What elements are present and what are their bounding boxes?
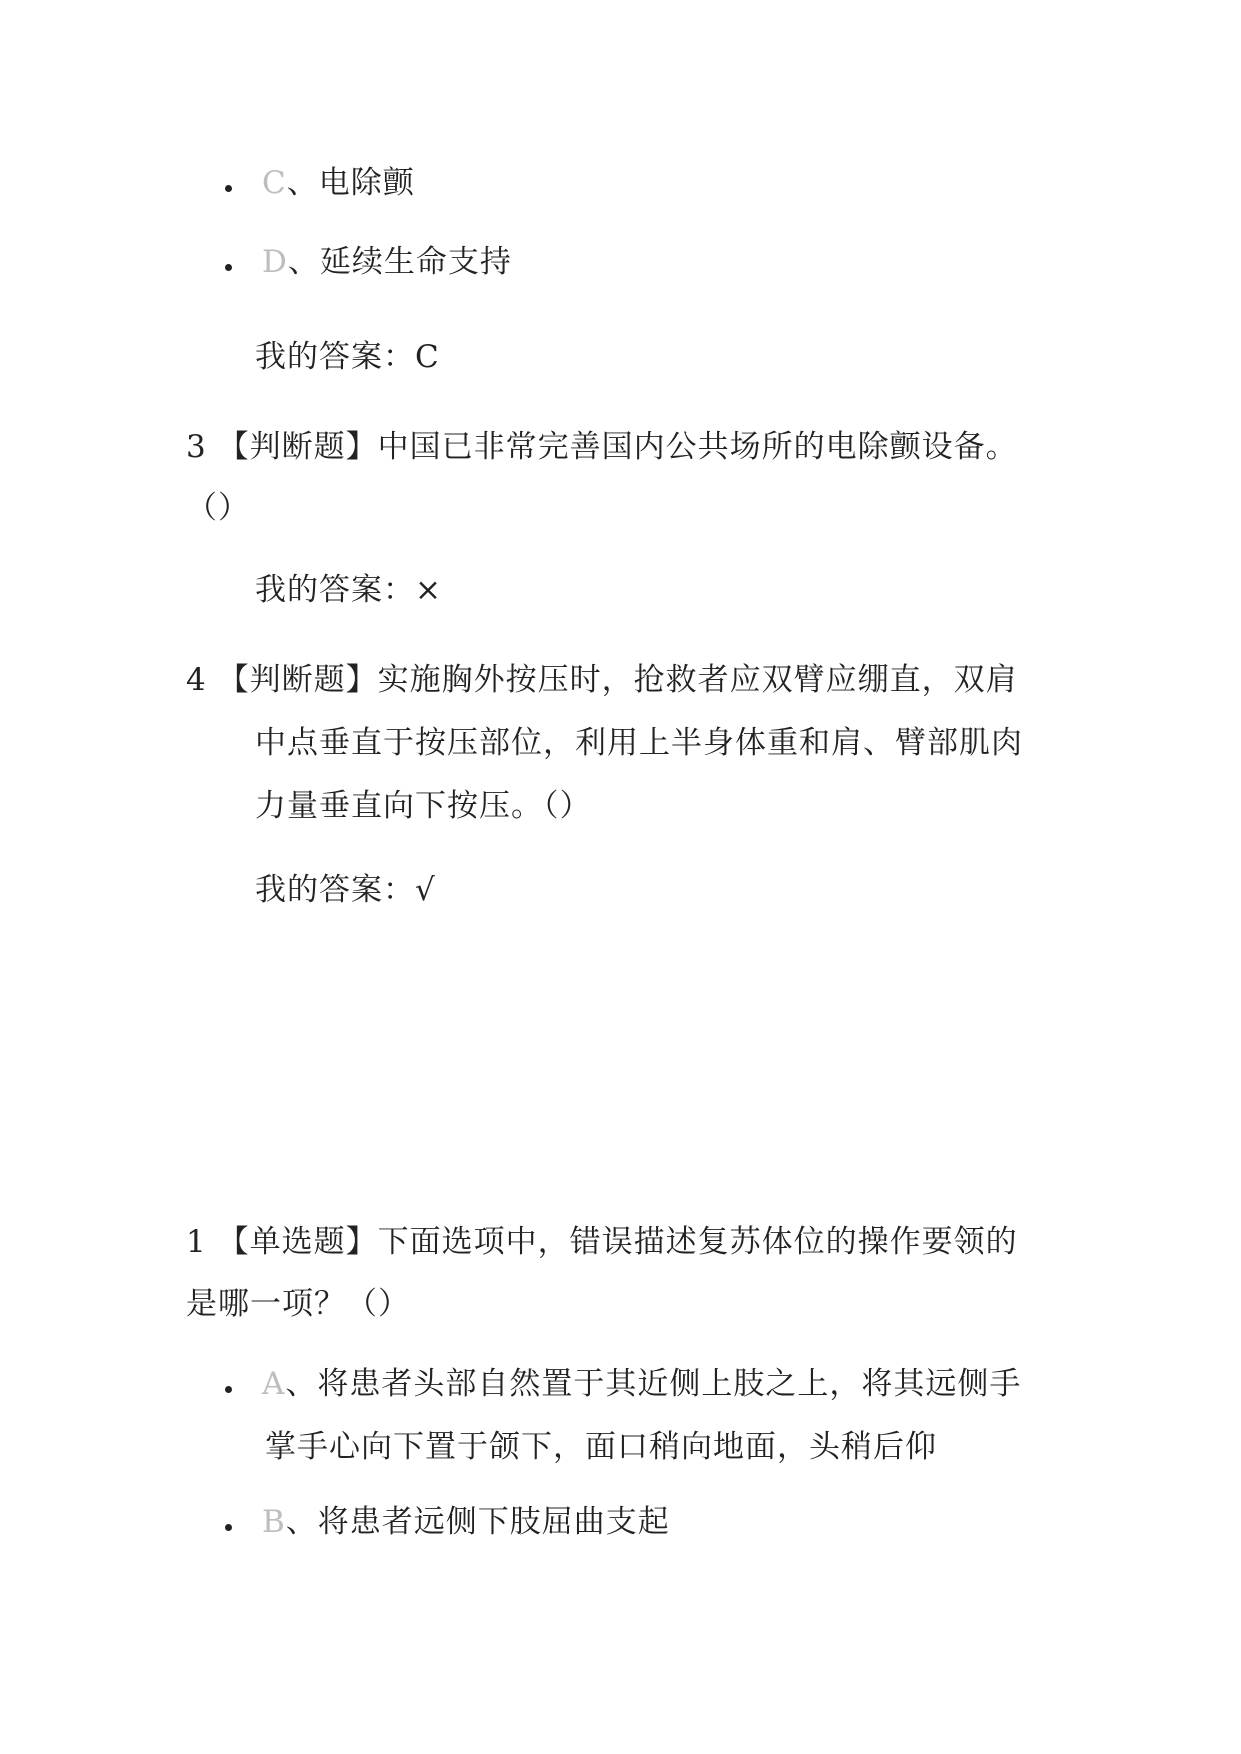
option-a-cont: 掌手心向下置于颌下，面口稍向地面，头稍后仰 xyxy=(265,1429,937,1465)
option-text: 电除颤 xyxy=(318,165,415,201)
question-3-text-cont: （） xyxy=(186,490,250,526)
question-4-text-cont: 中点垂直于按压部位，利用上半身体重和肩、臂部肌肉 xyxy=(255,725,1023,761)
question-1-text-cont: 是哪一项？（） xyxy=(186,1286,410,1322)
bullet-icon xyxy=(225,1524,232,1531)
question-1-text: 1 【单选题】下面选项中，错误描述复苏体位的操作要领的 xyxy=(186,1224,1018,1260)
option-text: 将患者远侧下肢屈曲支起 xyxy=(317,1504,670,1540)
bullet-icon xyxy=(225,264,232,271)
my-answer: 我的答案：√ xyxy=(255,872,436,908)
question-4-text-cont: 力量垂直向下按压。（） xyxy=(255,788,592,824)
option-letter: C xyxy=(262,165,287,201)
question-3-text: 3 【判断题】中国已非常完善国内公共场所的电除颤设备。 xyxy=(186,429,1018,465)
option-text: 延续生命支持 xyxy=(319,244,512,280)
option-c xyxy=(262,163,415,203)
option-letter: B xyxy=(262,1504,286,1540)
option-b xyxy=(262,1502,670,1542)
my-answer: 我的答案：C xyxy=(255,339,440,375)
option-separator: 、 xyxy=(285,1366,318,1402)
option-separator: 、 xyxy=(286,165,319,201)
option-letter: A xyxy=(262,1366,286,1402)
option-a xyxy=(262,1364,1021,1404)
option-d xyxy=(262,242,512,282)
my-answer: 我的答案：× xyxy=(255,572,442,608)
option-separator: 、 xyxy=(285,1504,318,1540)
option-text: 将患者头部自然置于其近侧上肢之上，将其远侧手 xyxy=(317,1366,1022,1402)
bullet-icon xyxy=(225,1386,232,1393)
option-separator: 、 xyxy=(287,244,320,280)
option-letter: D xyxy=(262,244,288,280)
bullet-icon xyxy=(225,185,232,192)
question-4-text: 4 【判断题】实施胸外按压时，抢救者应双臂应绷直，双肩 xyxy=(186,662,1018,698)
